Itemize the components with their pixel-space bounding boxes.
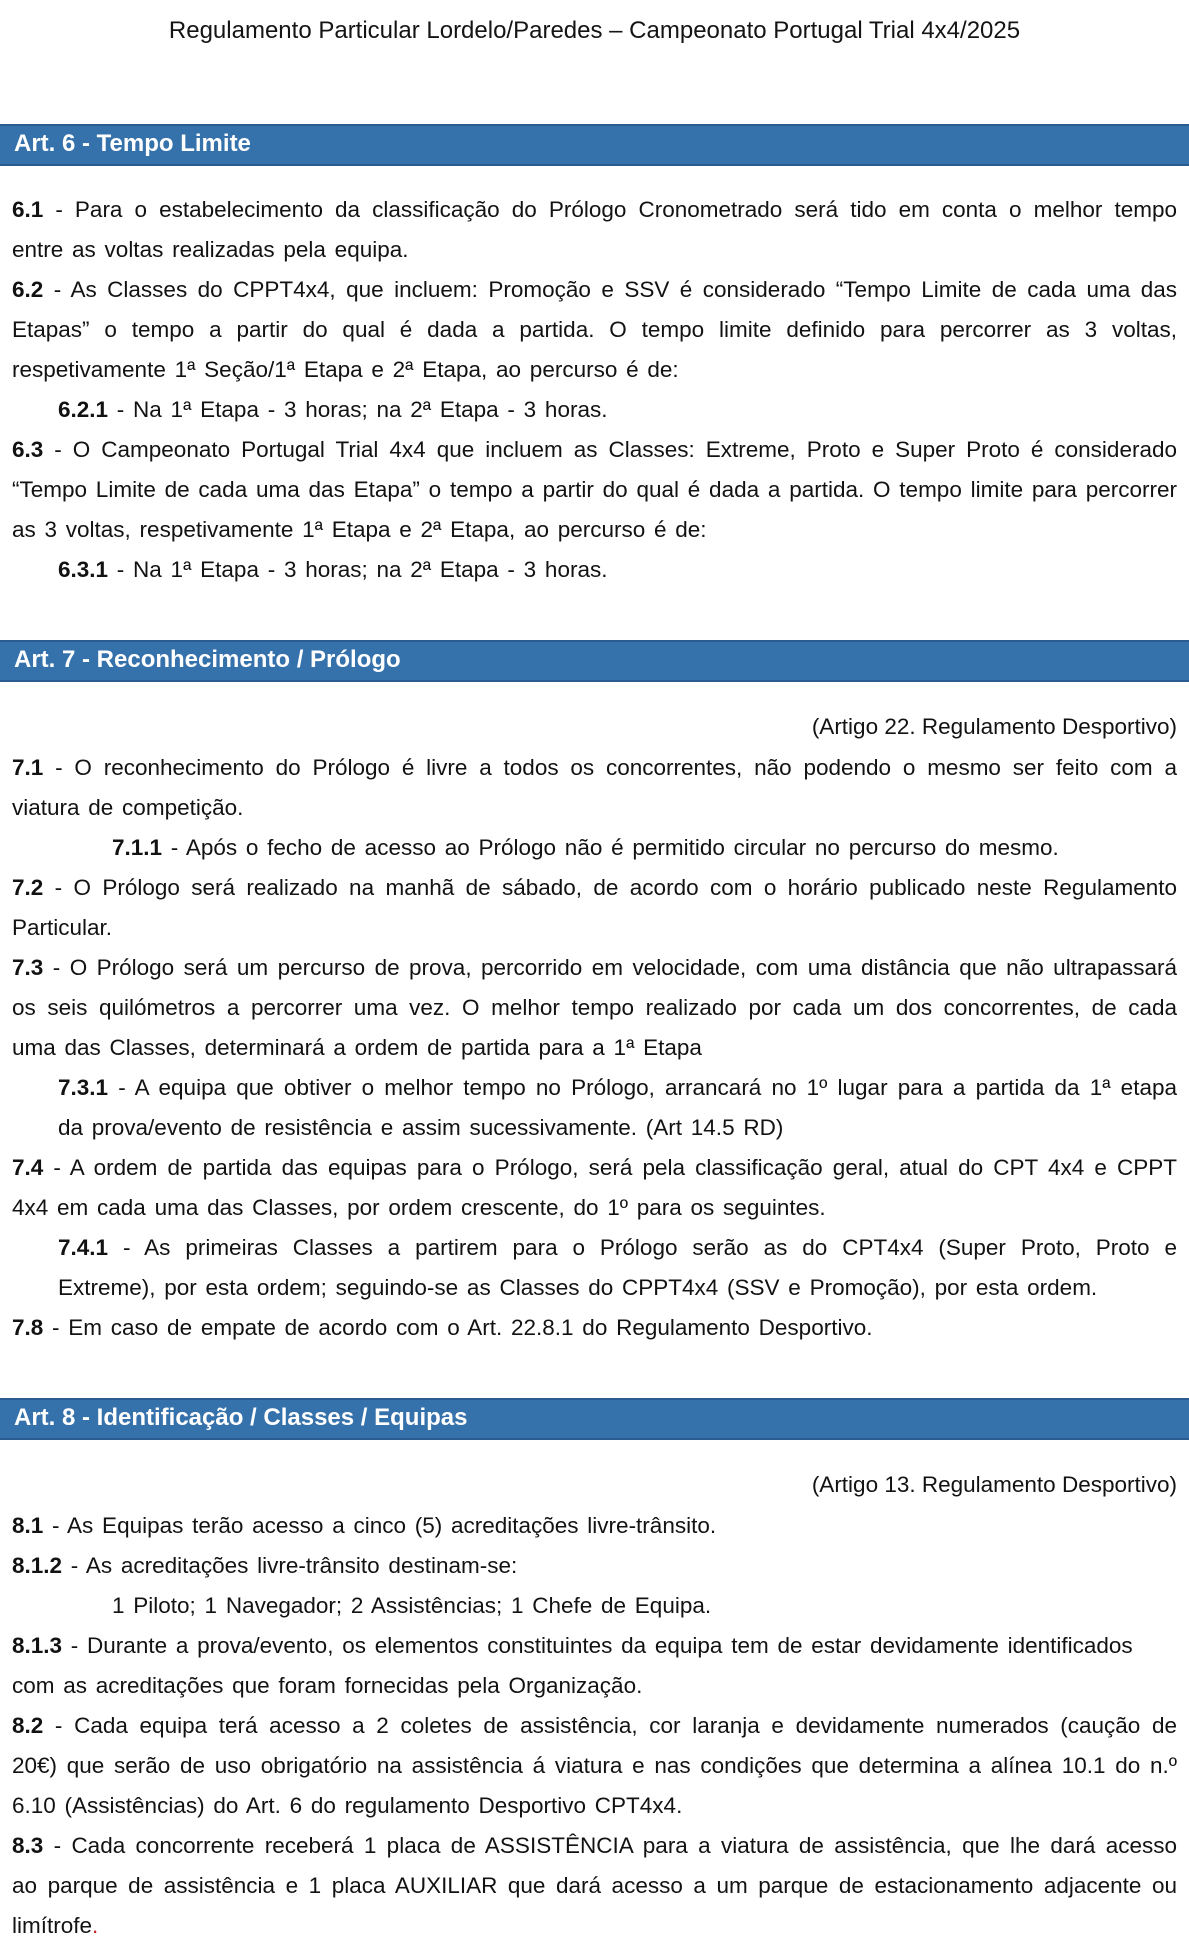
clause-text: 1 Piloto; 1 Navegador; 2 Assistências; 1 Chefe de Equipa. <box>112 1593 712 1618</box>
paragraph-6-3 <box>12 430 1177 550</box>
clause-number: 7.3.1 <box>58 1075 109 1100</box>
clause-number: 8.1.2 <box>12 1553 63 1578</box>
clause-number: 6.2 <box>12 277 44 302</box>
clause-text: Cada equipa terá acesso a 2 coletes de assistência, cor laranja e devidamente numerados (caução de 20€) que serão de uso obrigatório na assistência á viatura e nas condições que determina a alínea 10.1 do n.º 6.10 (Assistências) do Art. 6 do regulamento Desportivo CPT4x4. <box>12 1713 1178 1818</box>
clause-separator: - <box>43 1833 72 1858</box>
paragraph-8-1 <box>12 1506 1177 1546</box>
paragraph-6-2-1 <box>12 390 1177 430</box>
paragraph-7-4-1 <box>12 1228 1177 1308</box>
clause-separator: - <box>43 437 73 462</box>
paragraph-6-1 <box>12 190 1177 270</box>
red-period: . <box>92 1913 99 1938</box>
clause-separator: - <box>43 1513 68 1538</box>
regulation-reference-note-art7: (Artigo 22. Regulamento Desportivo) <box>811 714 1177 739</box>
clause-separator: - <box>43 1713 75 1738</box>
clause-text: O Campeonato Portugal Trial 4x4 que incluem as Classes: Extreme, Proto e Super Proto é considerado “Tempo Limite de cada uma das Etapa” o tempo a partir do qual é dada a partida. O tempo limite para percorrer as 3 voltas, respetivamente 1ª Etapa e 2ª Etapa, ao percurso é de: <box>12 437 1177 542</box>
article-heading-art6: Art. 6 - Tempo Limite <box>0 124 1189 166</box>
clause-text: A equipa que obtiver o melhor tempo no Prólogo, arrancará no 1º lugar para a partida da 1ª etapa da prova/evento de resistência e assim sucessivamente. (Art 14.5 RD) <box>58 1075 1177 1140</box>
clause-number: 7.2 <box>12 875 44 900</box>
clause-text: As Classes do CPPT4x4, que incluem: Promoção e SSV é considerado “Tempo Limite de cada uma das Etapas” o tempo a partir do qual é dada a partida. O tempo limite definido para percorrer as 3 voltas, respetivamente 1ª Seção/1ª Etapa e 2ª Etapa, ao percurso é de: <box>12 277 1177 382</box>
clause-number: 6.3.1 <box>58 557 109 582</box>
clause-separator: - <box>43 1315 69 1340</box>
paragraph-7-1-1 <box>12 828 1177 868</box>
paragraph-6-2 <box>12 270 1177 390</box>
clause-separator: - <box>108 397 134 422</box>
paragraph-7-3-1 <box>12 1068 1177 1148</box>
clause-text: Após o fecho de acesso ao Prólogo não é permitido circular no percurso do mesmo. <box>185 835 1059 860</box>
clause-number: 7.3 <box>12 955 44 980</box>
paragraph-8-1-2-list <box>12 1586 1177 1626</box>
clause-number: 6.3 <box>12 437 44 462</box>
clause-separator: - <box>43 197 75 222</box>
clause-number: 6.1 <box>12 197 44 222</box>
clause-separator: - <box>62 1633 88 1658</box>
clause-text: O reconhecimento do Prólogo é livre a todos os concorrentes, não podendo o mesmo ser feito com a viatura de competição. <box>12 755 1178 820</box>
paragraph-6-3-1 <box>12 550 1177 590</box>
clause-number: 8.1.3 <box>12 1633 63 1658</box>
clause-separator: - <box>43 955 70 980</box>
clause-separator: - <box>43 755 75 780</box>
clause-text: As acreditações livre-trânsito destinam-se: <box>85 1553 518 1578</box>
clause-text: Para o estabelecimento da classificação do Prólogo Cronometrado será tido em conta o melhor tempo entre as voltas realizadas pela equipa. <box>12 197 1177 262</box>
clause-text: Cada concorrente receberá 1 placa de ASSISTÊNCIA para a viatura de assistência, que lhe dará acesso ao parque de assistência e 1 placa AUXILIAR que dará acesso a um parque de estacionamento adjacente ou limítrofe <box>12 1833 1177 1938</box>
clause-text: A ordem de partida das equipas para o Prólogo, será pela classificação geral, atual do CPT 4x4 e CPPT 4x4 em cada uma das Classes, por ordem crescente, do 1º para os seguintes. <box>12 1155 1177 1220</box>
clause-separator: - <box>162 835 186 860</box>
paragraph-7-1 <box>12 748 1177 828</box>
clause-number: 7.8 <box>12 1315 44 1340</box>
clause-text: O Prólogo será um percurso de prova, percorrido em velocidade, com uma distância que não ultrapassará os seis quilómetros a percorrer uma vez. O melhor tempo realizado por cada um dos concorrentes, de cada uma das Classes, determinará a ordem de partida para a 1ª Etapa <box>12 955 1177 1060</box>
clause-text: Em caso de empate de acordo com o Art. 22.8.1 do Regulamento Desportivo. <box>68 1315 873 1340</box>
clause-text: O Prólogo será realizado na manhã de sábado, de acordo com o horário publicado neste Regulamento Particular. <box>12 875 1178 940</box>
clause-text: Na 1ª Etapa - 3 horas; na 2ª Etapa - 3 horas. <box>133 397 608 422</box>
clause-number: 7.4.1 <box>58 1235 109 1260</box>
clause-number: 7.4 <box>12 1155 44 1180</box>
paragraph-7-4 <box>12 1148 1177 1228</box>
clause-text: Durante a prova/evento, os elementos constituintes da equipa tem de estar devidamente identificados com as acreditações que foram fornecidas pela Organização. <box>12 1633 1133 1698</box>
clause-number: 6.2.1 <box>58 397 109 422</box>
regulation-reference-note-art8: (Artigo 13. Regulamento Desportivo) <box>811 1472 1177 1497</box>
clause-separator: - <box>43 1155 70 1180</box>
document-title: Regulamento Particular Lordelo/Paredes – Campeonato Portugal Trial 4x4/2025 <box>168 17 1021 44</box>
clause-text: Na 1ª Etapa - 3 horas; na 2ª Etapa - 3 horas. <box>133 557 608 582</box>
paragraph-7-2 <box>12 868 1177 948</box>
paragraph-8-1-2 <box>12 1546 1177 1586</box>
article-heading-art8: Art. 8 - Identificação / Classes / Equipas <box>0 1398 1189 1440</box>
clause-number: 8.3 <box>12 1833 44 1858</box>
clause-separator: - <box>43 875 74 900</box>
clause-number: 7.1 <box>12 755 44 780</box>
clause-number: 8.2 <box>12 1713 44 1738</box>
paragraph-8-1-3 <box>12 1626 1177 1706</box>
paragraph-8-2 <box>12 1706 1177 1826</box>
clause-separator: - <box>43 277 71 302</box>
paragraph-7-3 <box>12 948 1177 1068</box>
clause-separator: - <box>108 1235 145 1260</box>
clause-text: As Equipas terão acesso a cinco (5) acreditações livre-trânsito. <box>67 1513 717 1538</box>
clause-separator: - <box>108 1075 135 1100</box>
clause-text: As primeiras Classes a partirem para o Prólogo serão as do CPT4x4 (Super Proto, Proto e Extreme), por esta ordem; seguindo-se as Classes do CPPT4x4 (SSV e Promoção), por esta ordem. <box>58 1235 1177 1300</box>
clause-number: 7.1.1 <box>112 835 163 860</box>
clause-separator: - <box>108 557 134 582</box>
clause-number: 8.1 <box>12 1513 44 1538</box>
clause-separator: - <box>62 1553 86 1578</box>
article-heading-art7: Art. 7 - Reconhecimento / Prólogo <box>0 640 1189 682</box>
paragraph-7-8 <box>12 1308 1177 1348</box>
paragraph-8-3 <box>12 1826 1177 1946</box>
